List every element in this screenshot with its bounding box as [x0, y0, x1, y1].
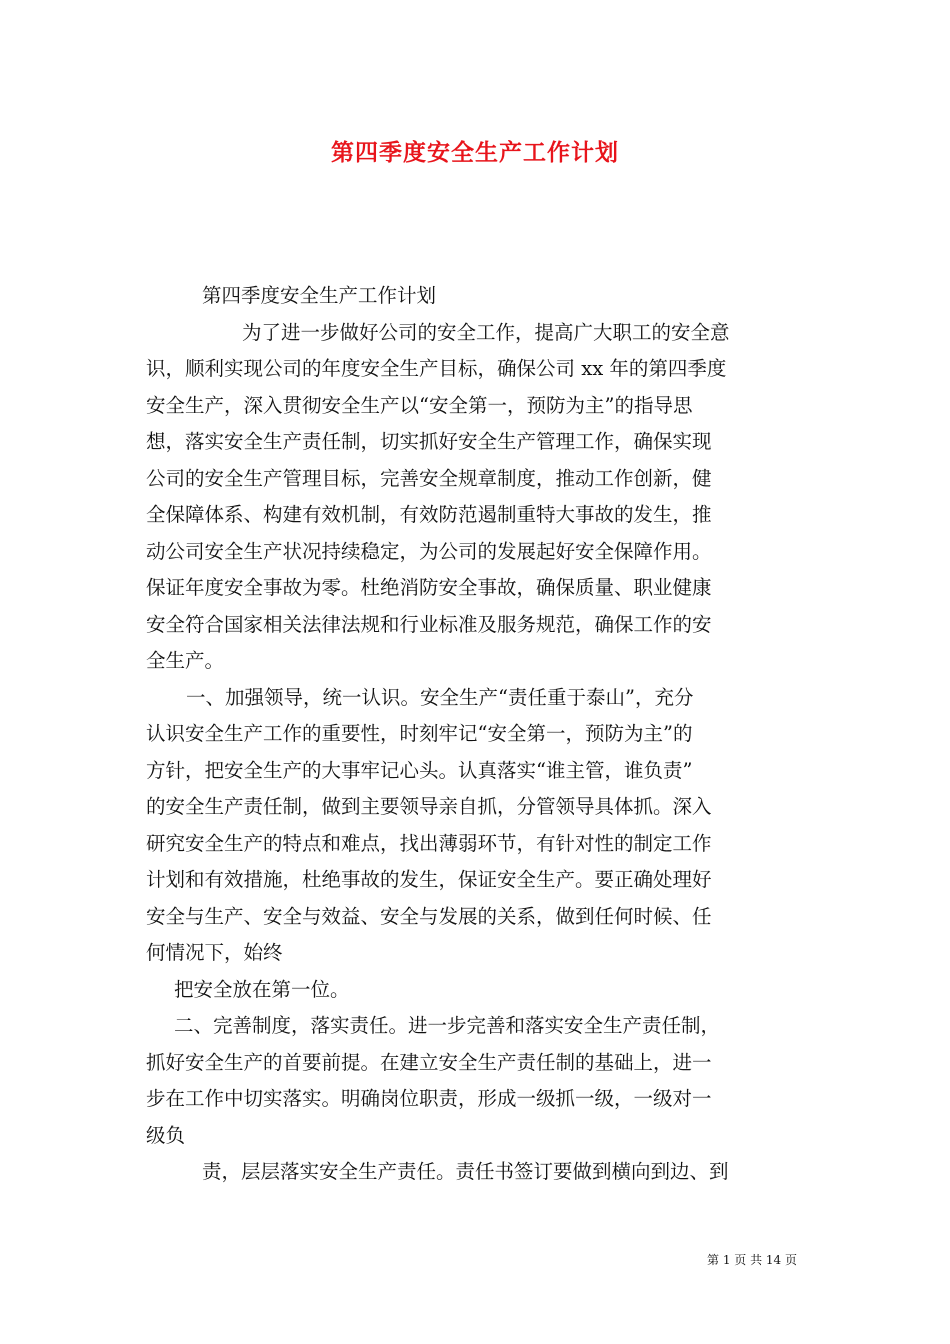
text-line: 方针，把安全生产的大事牢记心头。认真落实“谁主管，谁负责”: [146, 758, 693, 782]
text-line: 何情况下，始终: [146, 941, 283, 964]
text-line: 全保障体系、构建有效机制，有效防范遏制重特大事故的发生，推: [146, 503, 712, 526]
text-line: 认识安全生产工作的重要性，时刻牢记“安全第一，预防为主”的: [146, 722, 693, 745]
text-line: 研究安全生产的特点和难点，找出薄弱环节，有针对性的制定工作: [146, 831, 712, 855]
text-line: 想，落实安全生产责任制，切实抓好安全生产管理工作，确保实现: [146, 430, 712, 453]
text-line: 步在工作中切实落实。明确岗位职责，形成一级抓一级，一级对一: [146, 1087, 712, 1110]
text-line: 安全生产，深入贯彻安全生产以“安全第一，预防为主”的指导思: [146, 393, 693, 417]
text-line: 全生产。: [146, 649, 225, 672]
text-line: 安全符合国家相关法律法规和行业标准及服务规范，确保工作的安: [146, 612, 712, 636]
text-line: 二、完善制度，落实责任。进一步完善和落实安全生产责任制，: [174, 1014, 721, 1037]
text-line: 级负: [146, 1123, 186, 1147]
text-line: 为了进一步做好公司的安全工作，提高广大职工的安全意: [242, 320, 730, 344]
text-line: 公司的安全生产管理目标，完善安全规章制度，推动工作创新，健: [146, 466, 712, 490]
text-line: 安全与生产、安全与效益、安全与发展的关系，做到任何时候、任: [146, 904, 712, 928]
text-line: 识，顺利实现公司的年度安全生产目标，确保公司 xx 年的第四季度: [146, 357, 727, 380]
text-line: 抓好安全生产的首要前提。在建立安全生产责任制的基础上，进一: [146, 1050, 712, 1074]
document-title: 第四季度安全生产工作计划: [331, 139, 619, 166]
text-line: 把安全放在第一位。: [174, 977, 350, 1001]
page-number: 第 1 页 共 14 页: [707, 1253, 797, 1267]
text-line: 保证年度安全事故为零。杜绝消防安全事故，确保质量、职业健康: [146, 576, 712, 599]
text-line: 计划和有效措施，杜绝事故的发生，保证安全生产。要正确处理好: [146, 868, 712, 891]
text-line: 动公司安全生产状况持续稳定，为公司的发展起好安全保障作用。: [146, 539, 712, 563]
text-line: 第四季度安全生产工作计划: [202, 284, 437, 307]
document-body: [146, 278, 811, 1191]
text-line: 一、加强领导，统一认识。安全生产“责任重于泰山”，充分: [186, 685, 694, 709]
text-line: 责，层层落实安全生产责任。责任书签订要做到横向到边、到: [202, 1160, 729, 1183]
text-line: 的安全生产责任制，做到主要领导亲自抓，分管领导具体抓。深入: [146, 795, 712, 818]
